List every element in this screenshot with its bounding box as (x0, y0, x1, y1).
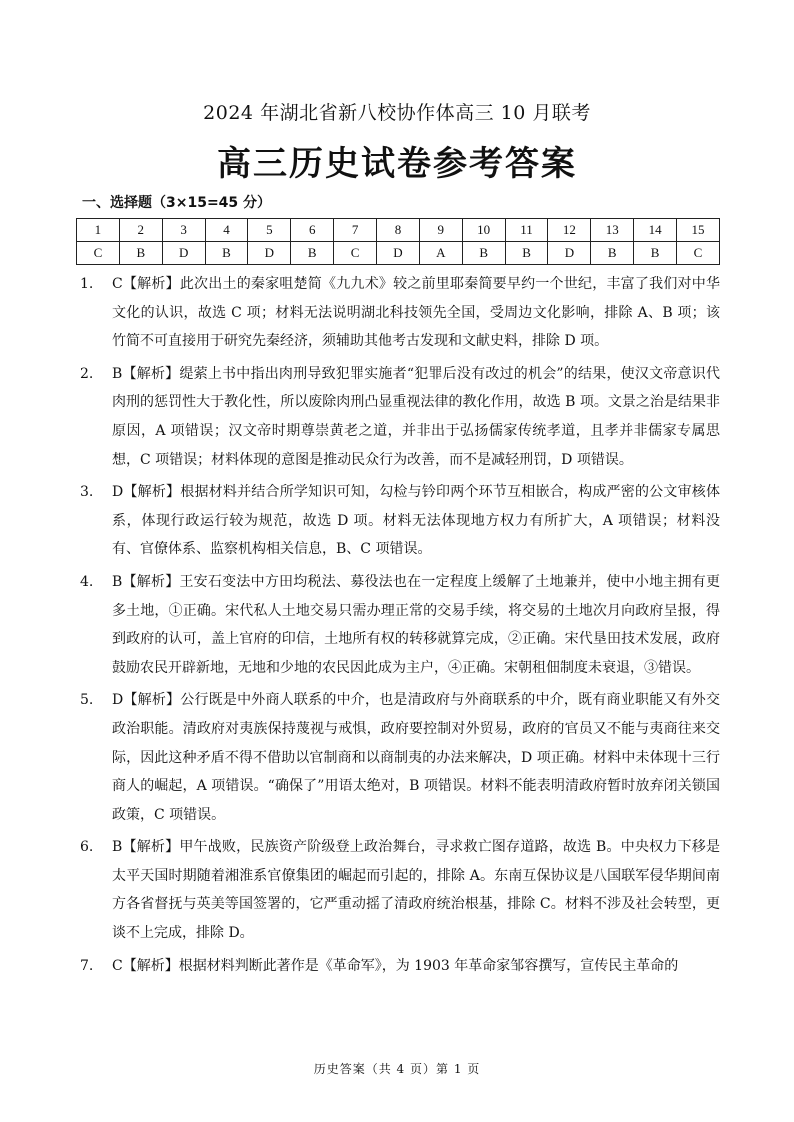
item-number: 2. (80, 365, 94, 382)
explanation-list (80, 270, 720, 980)
answer-table (76, 218, 720, 265)
question-number-cell: 14 (634, 219, 677, 242)
explanation-item (80, 270, 720, 356)
question-number-cell: 3 (162, 219, 205, 242)
page-footer: 历史答案（共 4 页）第 1 页 (313, 1062, 481, 1076)
question-number-cell: 8 (377, 219, 420, 242)
explanation-item (80, 478, 720, 564)
item-text: C【解析】根据材料判断此著作是《革命军》，为 1903 年革命家邹容撰写，宣传民主革命的 (112, 957, 679, 974)
question-number-cell: 6 (291, 219, 334, 242)
answer-cell: C (334, 242, 377, 265)
exam-subtitle: 2024 年湖北省新八校协作体高三 10 月联考 (203, 102, 591, 124)
item-number: 7. (80, 957, 94, 974)
answer-cell: D (548, 242, 591, 265)
question-number-cell: 13 (591, 219, 634, 242)
explanation-item (80, 360, 720, 474)
item-text: C【解析】此次出土的秦家咀楚简《九九术》较之前里耶秦简要早约一个世纪，丰富了我们对中华文化的认识，故选 C 项；材料无法说明湖北科技领先全国，受周边文化影响，排除 A、B 项；该竹简不可直接用于研究先秦经济，须辅助其他考古发现和文献史料，排除 D 项。 (112, 276, 720, 350)
answer-cell: B (205, 242, 248, 265)
explanation-item (80, 833, 720, 947)
question-number-cell: 10 (462, 219, 505, 242)
item-text: B【解析】缇萦上书中指出肉刑导致犯罪实施者“犯罪后没有改过的机会”的结果，使汉文帝意识代肉刑的惩罚性大于教化性，所以废除肉刑凸显重视法律的教化作用，故选 B 项。文景之治是结果非原因，A 项错误；汉文帝时期尊崇黄老之道，并非出于弘扬儒家传统孝道，且孝并非儒家专属思想，C 项错误；材料体现的意图是推动民众行为改善，而不是减轻刑罚，D 项错误。 (112, 365, 720, 468)
explanation-item (80, 568, 720, 682)
answer-cell: D (248, 242, 291, 265)
answer-cell: B (505, 242, 548, 265)
answer-cell: D (377, 242, 420, 265)
question-number-cell: 1 (77, 219, 120, 242)
page-title: 高三历史试卷参考答案 (217, 144, 577, 184)
answer-cell: D (162, 242, 205, 265)
question-number-cell: 9 (419, 219, 462, 242)
section-heading: 一、选择题（3×15=45 分） (82, 195, 272, 211)
item-text: D【解析】公行既是中外商人联系的中介，也是清政府与外商联系的中介，既有商业职能又有外交政治职能。清政府对夷族保持蔑视与戒惧，政府要控制对外贸易，政府的官员又不能与夷商往来交际，因此这种矛盾不得不借助以官制商和以商制夷的办法来解决，D 项正确。材料中未体现十三行商人的崛起，A 项错误。“确保了”用语太绝对，B 项错误。材料不能表明清政府暂时放弃闭关锁国政策，C 项错误。 (112, 692, 720, 823)
answer-cell: B (119, 242, 162, 265)
explanation-item (80, 952, 720, 981)
item-number: 3. (80, 484, 94, 501)
question-number-cell: 11 (505, 219, 548, 242)
answer-table-number-row (77, 219, 720, 242)
answer-cell: C (677, 242, 720, 265)
item-text: D【解析】根据材料并结合所学知识可知，勾检与钤印两个环节互相嵌合，构成严密的公文审核体系，体现行政运行较为规范，故选 D 项。材料无法体现地方权力有所扩大，A 项错误；材料没有、官僚体系、监察机构相关信息，B、C 项错误。 (112, 484, 720, 558)
explanation-item (80, 686, 720, 829)
answer-cell: B (291, 242, 334, 265)
item-number: 6. (80, 839, 94, 856)
item-text: B【解析】甲午战败，民族资产阶级登上政治舞台，寻求救亡图存道路，故选 B。中央权力下移是太平天国时期随着湘淮系官僚集团的崛起而引起的，排除 A。东南互保协议是八国联军侵华期间南方各省督抚与英美等国签署的，它严重动摇了清政府统治根基，排除 C。材料不涉及社会转型，更谈不上完成，排除 D。 (112, 839, 720, 942)
answer-table-answer-row (77, 242, 720, 265)
answer-cell: C (77, 242, 120, 265)
question-number-cell: 12 (548, 219, 591, 242)
item-number: 1. (80, 276, 94, 292)
question-number-cell: 4 (205, 219, 248, 242)
item-number: 4. (80, 573, 94, 590)
answer-cell: A (419, 242, 462, 265)
question-number-cell: 5 (248, 219, 291, 242)
question-number-cell: 15 (677, 219, 720, 242)
question-number-cell: 2 (119, 219, 162, 242)
item-text: B【解析】王安石变法中方田均税法、募役法也在一定程度上缓解了土地兼并，使中小地主拥有更多土地，①正确。宋代私人土地交易只需办理正常的交易手续，将交易的土地次月向政府呈报，得到政府的认可，盖上官府的印信，土地所有权的转移就算完成，②正确。宋代垦田技术发展，政府鼓励农民开辟新地，无地和少地的农民因此成为主户，④正确。宋朝租佃制度未衰退，③错误。 (112, 573, 720, 676)
answer-cell: B (462, 242, 505, 265)
item-number: 5. (80, 692, 94, 709)
answer-cell: B (634, 242, 677, 265)
answer-cell: B (591, 242, 634, 265)
question-number-cell: 7 (334, 219, 377, 242)
